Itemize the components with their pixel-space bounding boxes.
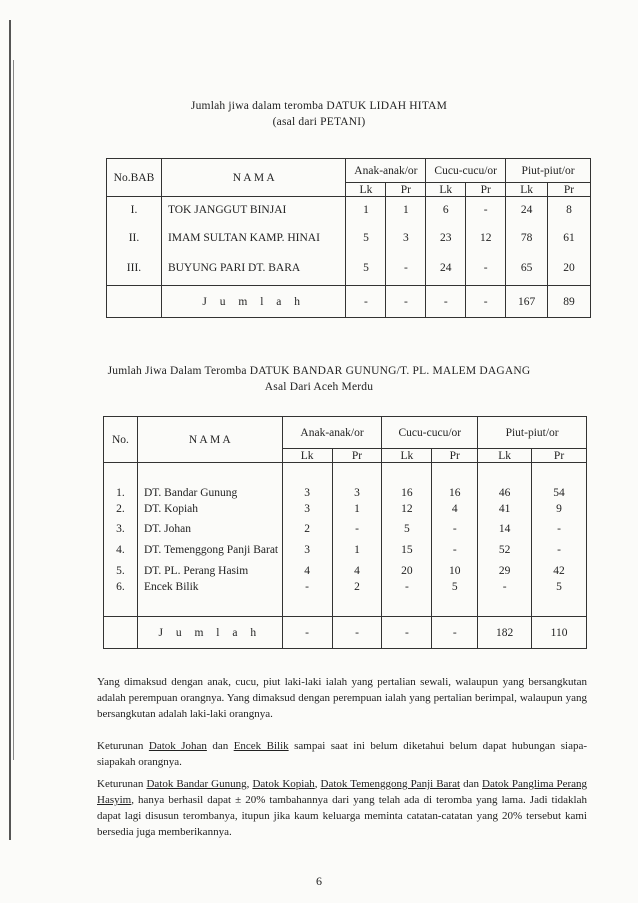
paragraph-text: , — [246, 778, 253, 790]
cell-nama: DT. Kopiah — [137, 499, 282, 519]
cell-anak-pr: 2 — [332, 581, 382, 617]
cell-anak-pr: 3 — [386, 224, 426, 252]
heading-1-line-2: (asal dari PETANI) — [272, 116, 366, 128]
cell-total-anak-lk: - — [346, 286, 386, 318]
subheader-pr: Pr — [532, 449, 587, 463]
cell-no: I. — [107, 197, 162, 224]
heading-2-line-2: Asal Dari Aceh Merdu — [264, 381, 374, 393]
cell-anak-pr: 1 — [332, 499, 382, 519]
cell-piut-lk: 78 — [506, 224, 548, 252]
table-row — [104, 499, 587, 519]
cell-anak-pr: 4 — [332, 561, 382, 581]
header-cucu: Cucu-cucu/or — [382, 417, 478, 449]
cell-anak-lk: 5 — [346, 224, 386, 252]
cell-cucu-lk: 15 — [382, 539, 432, 561]
cell-piut-lk: 65 — [506, 252, 548, 286]
cell-piut-lk: 24 — [506, 197, 548, 224]
cell-no: 3. — [104, 519, 138, 539]
cell-piut-lk: 52 — [478, 539, 532, 561]
cell-total-piut-lk: 182 — [478, 617, 532, 649]
subheader-lk: Lk — [346, 183, 386, 197]
cell-cucu-pr: - — [432, 539, 478, 561]
cell-nama: DT. PL. Perang Hasim — [137, 561, 282, 581]
cell-piut-pr: - — [532, 539, 587, 561]
cell-piut-pr: 20 — [548, 252, 591, 286]
header-cucu: Cucu-cucu/or — [426, 159, 506, 183]
subheader-lk: Lk — [282, 449, 332, 463]
cell-cucu-lk: 16 — [382, 463, 432, 499]
cell-piut-pr: - — [532, 519, 587, 539]
cell-no: 5. — [104, 561, 138, 581]
cell-cucu-lk: 23 — [426, 224, 466, 252]
cell-nama: DT. Bandar Gunung — [137, 463, 282, 499]
cell-anak-pr: - — [386, 252, 426, 286]
cell-cucu-pr: 10 — [432, 561, 478, 581]
subheader-lk: Lk — [382, 449, 432, 463]
cell-cucu-lk: 20 — [382, 561, 432, 581]
cell-total-anak-pr: - — [386, 286, 426, 318]
cell-cucu-pr: 12 — [466, 224, 506, 252]
cell-cucu-pr: 4 — [432, 499, 478, 519]
table-row — [107, 224, 591, 252]
cell-piut-lk: - — [478, 581, 532, 617]
cell-anak-pr: 1 — [332, 539, 382, 561]
cell-anak-lk: 3 — [282, 463, 332, 499]
cell-no: 1. — [104, 463, 138, 499]
cell-nama: BUYUNG PARI DT. BARA — [161, 252, 346, 286]
cell-piut-lk: 46 — [478, 463, 532, 499]
table-total-row — [107, 286, 591, 318]
header-anak: Anak-anak/or — [346, 159, 426, 183]
table-row — [107, 197, 591, 224]
subheader-lk: Lk — [506, 183, 548, 197]
cell-piut-pr: 61 — [548, 224, 591, 252]
cell-no: III. — [107, 252, 162, 286]
cell-cucu-lk: - — [382, 581, 432, 617]
underlined-name: Datok Johan — [148, 740, 207, 752]
cell-cucu-lk: 24 — [426, 252, 466, 286]
cell-piut-lk: 41 — [478, 499, 532, 519]
cell-piut-lk: 14 — [478, 519, 532, 539]
paragraph-keturunan-johan — [97, 738, 587, 770]
header-piut: Piut-piut/or — [478, 417, 587, 449]
header-piut: Piut-piut/or — [506, 159, 591, 183]
cell-no: 2. — [104, 499, 138, 519]
cell-piut-lk: 29 — [478, 561, 532, 581]
table-header-row — [107, 159, 591, 183]
cell-nama: DT. Temenggong Panji Barat — [137, 539, 282, 561]
paragraph-text: Keturunan — [97, 740, 149, 752]
table-row — [104, 581, 587, 617]
cell-cucu-pr: 5 — [432, 581, 478, 617]
cell-piut-pr: 42 — [532, 561, 587, 581]
cell-empty — [107, 286, 162, 318]
subheader-lk: Lk — [478, 449, 532, 463]
cell-no: 4. — [104, 539, 138, 561]
cell-total-label: J u m l a h — [137, 617, 282, 649]
subheader-pr: Pr — [548, 183, 591, 197]
cell-total-piut-pr: 110 — [532, 617, 587, 649]
cell-anak-pr: - — [332, 519, 382, 539]
cell-cucu-lk: 5 — [382, 519, 432, 539]
cell-anak-lk: 3 — [282, 499, 332, 519]
heading-2 — [0, 363, 638, 395]
paragraph-text: , — [314, 778, 321, 790]
paragraph-definition: Yang dimaksud dengan anak, cucu, piut laki-laki ialah yang pertalian sewali, walaupun yang bersangkutan adalah perempuan orangnya. Yang dimaksud dengan perempuan ialah yang pertalian berimpal, walaupun yang bersangkutan adalah laki-laki orangnya. — [97, 676, 587, 720]
cell-piut-pr: 54 — [532, 463, 587, 499]
cell-total-anak-pr: - — [332, 617, 382, 649]
subheader-pr: Pr — [432, 449, 478, 463]
cell-nama: DT. Johan — [137, 519, 282, 539]
paragraph-text: sampai saat ini belum diketahui belum dapat hubungan siapa-siapakah orangnya. — [97, 740, 587, 768]
page-margin-line — [9, 20, 11, 840]
paragraph-text: Keturunan — [97, 778, 147, 790]
paragraph-text: , hanya berhasil dapat ± 20% tambahannya dari yang telah ada di teromba yang lama. Jadi tidaklah dapat lagi disusun terombanya, itupun jika kaum keluarga meminta catatan-catatan yang 20% tersebut kami bersedia juga memberikannya. — [97, 794, 587, 838]
header-no: No. — [104, 417, 138, 463]
cell-anak-lk: - — [282, 581, 332, 617]
cell-anak-pr: 1 — [386, 197, 426, 224]
table-row — [104, 561, 587, 581]
cell-anak-lk: 3 — [282, 539, 332, 561]
header-nama: N A M A — [161, 159, 346, 197]
paragraph-text: dan — [460, 778, 482, 790]
cell-total-cucu-lk: - — [382, 617, 432, 649]
subheader-pr: Pr — [386, 183, 426, 197]
cell-total-cucu-lk: - — [426, 286, 466, 318]
cell-piut-pr: 5 — [532, 581, 587, 617]
underlined-name: Datok Bandar Gunung — [146, 778, 247, 790]
table-datuk-lidah-hitam — [106, 158, 591, 318]
table-header-row — [104, 417, 587, 449]
cell-no: 6. — [104, 581, 138, 617]
table-datuk-bandar-gunung — [103, 416, 587, 649]
cell-nama: IMAM SULTAN KAMP. HINAI — [161, 224, 346, 252]
table-total-row — [104, 617, 587, 649]
page-number: 6 — [316, 874, 322, 888]
page-margin-line-inner — [13, 60, 14, 760]
cell-cucu-pr: - — [432, 519, 478, 539]
cell-total-piut-pr: 89 — [548, 286, 591, 318]
header-no: No.BAB — [107, 159, 162, 197]
underlined-name: Datok Panglima Perang Hasyim — [97, 778, 588, 806]
paragraph-keturunan-datok — [97, 776, 587, 840]
cell-cucu-pr: 16 — [432, 463, 478, 499]
cell-total-cucu-pr: - — [432, 617, 478, 649]
cell-total-anak-lk: - — [282, 617, 332, 649]
header-nama: N A M A — [137, 417, 282, 463]
paragraph-text: dan — [206, 740, 234, 752]
table-row — [104, 519, 587, 539]
heading-1-line-1: Jumlah jiwa dalam teromba DATUK LIDAH HITAM — [190, 100, 448, 112]
underlined-name: Datok Temenggong Panji Barat — [320, 778, 461, 790]
cell-anak-pr: 3 — [332, 463, 382, 499]
subheader-lk: Lk — [426, 183, 466, 197]
cell-anak-lk: 2 — [282, 519, 332, 539]
cell-empty — [104, 617, 138, 649]
cell-total-label: J u m l a h — [161, 286, 346, 318]
cell-anak-lk: 4 — [282, 561, 332, 581]
underlined-name: Datok Kopiah — [252, 778, 315, 790]
cell-nama: TOK JANGGUT BINJAI — [161, 197, 346, 224]
cell-anak-lk: 1 — [346, 197, 386, 224]
cell-piut-pr: 9 — [532, 499, 587, 519]
cell-nama: Encek Bilik — [137, 581, 282, 617]
heading-2-line-1: Jumlah Jiwa Dalam Teromba DATUK BANDAR GUNUNG/T. PL. MALEM DAGANG — [107, 365, 531, 377]
cell-total-piut-lk: 167 — [506, 286, 548, 318]
cell-anak-lk: 5 — [346, 252, 386, 286]
underlined-name: Encek Bilik — [233, 740, 289, 752]
cell-no: II. — [107, 224, 162, 252]
cell-cucu-lk: 12 — [382, 499, 432, 519]
header-anak: Anak-anak/or — [282, 417, 382, 449]
cell-cucu-lk: 6 — [426, 197, 466, 224]
cell-piut-pr: 8 — [548, 197, 591, 224]
subheader-pr: Pr — [332, 449, 382, 463]
heading-1 — [0, 98, 638, 130]
table-row — [104, 539, 587, 561]
table-row — [104, 463, 587, 499]
subheader-pr: Pr — [466, 183, 506, 197]
cell-total-cucu-pr: - — [466, 286, 506, 318]
table-row — [107, 252, 591, 286]
cell-cucu-pr: - — [466, 197, 506, 224]
cell-cucu-pr: - — [466, 252, 506, 286]
